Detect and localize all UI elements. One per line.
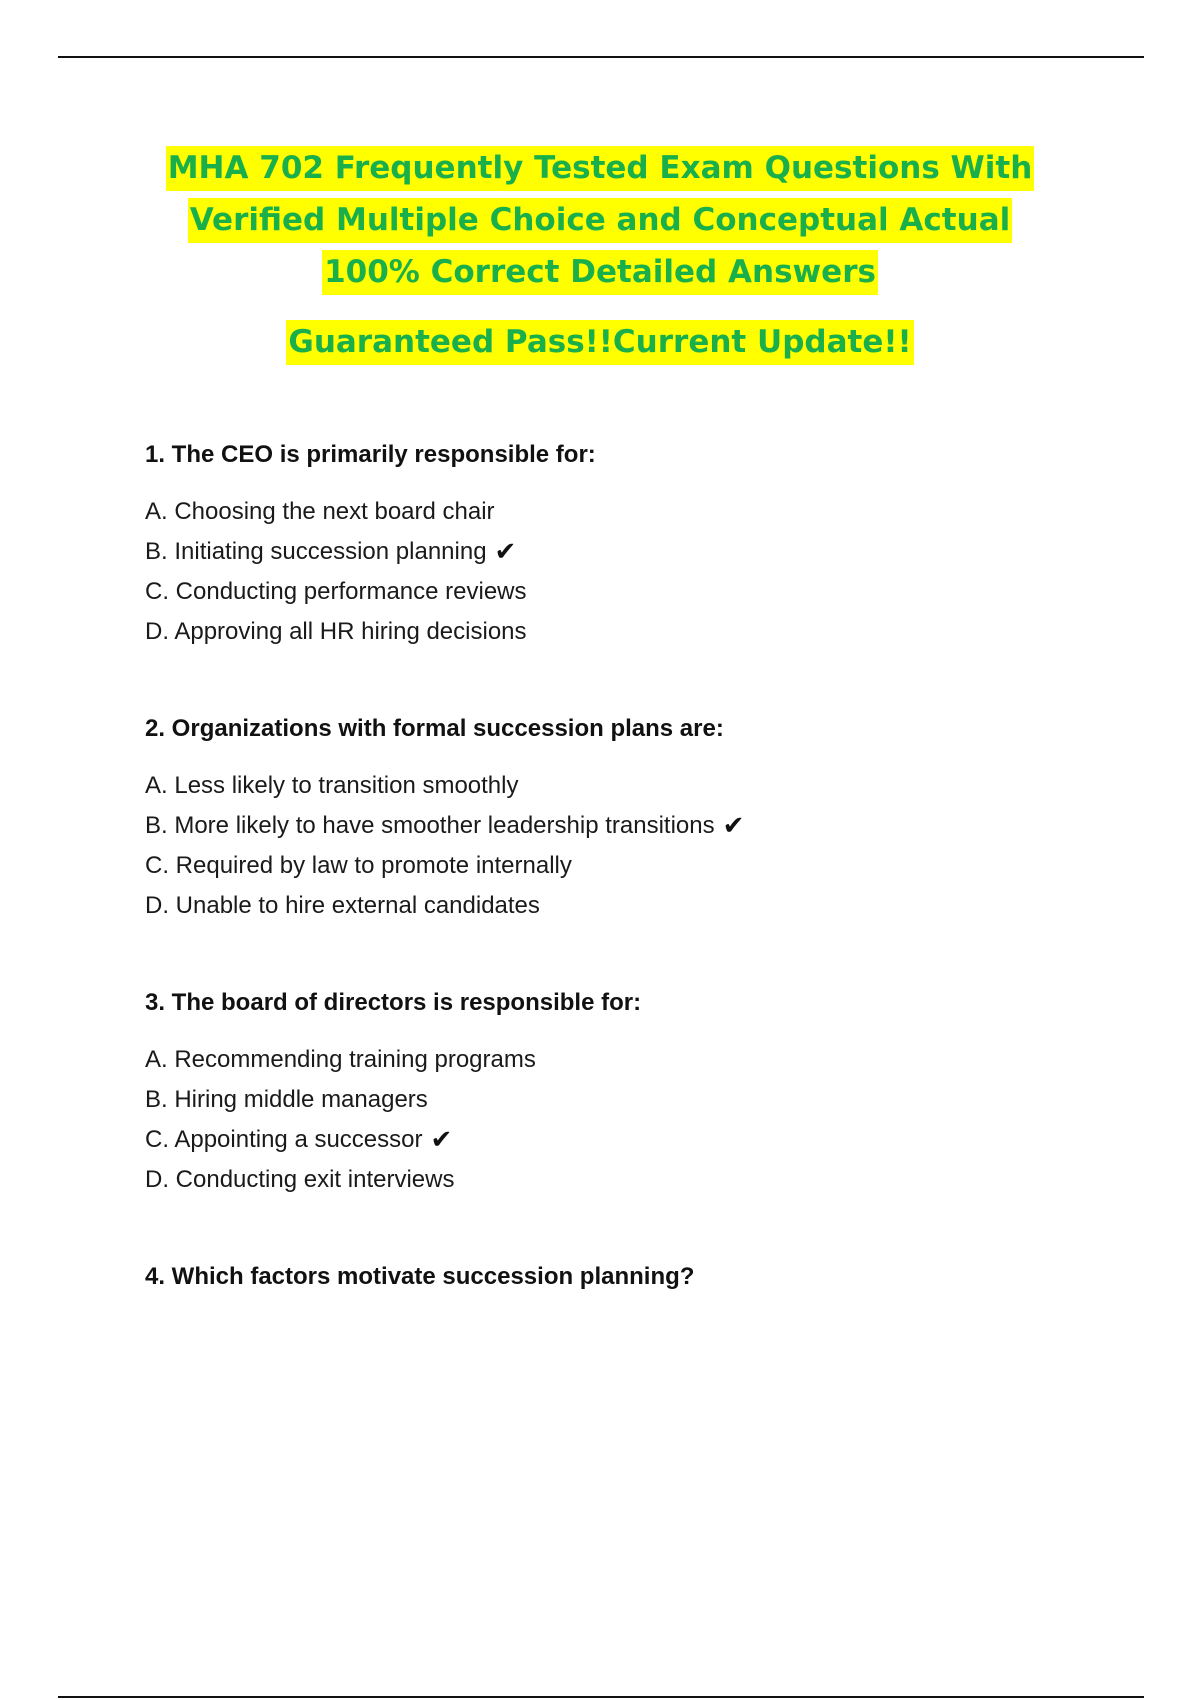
option-a — [145, 492, 1145, 532]
question-1 — [145, 440, 1145, 652]
option-label: B. More likely to have smoother leadership transitions — [145, 812, 715, 839]
option-b — [145, 806, 1145, 846]
option-b — [145, 532, 1145, 572]
question-text: 1. The CEO is primarily responsible for: — [145, 441, 596, 468]
option-b — [145, 1080, 1145, 1120]
option-d — [145, 886, 1145, 926]
option-label: D. Approving all HR hiring decisions — [145, 618, 527, 645]
option-d — [145, 612, 1145, 652]
option-label: A. Recommending training programs — [145, 1046, 536, 1073]
option-label: C. Conducting performance reviews — [145, 578, 527, 605]
option-label: A. Choosing the next board chair — [145, 498, 495, 525]
question-text: 2. Organizations with formal succession plans are: — [145, 715, 724, 742]
option-c — [145, 846, 1145, 886]
bottom-rule — [58, 1696, 1144, 1698]
option-label: B. Hiring middle managers — [145, 1086, 428, 1113]
title-line-1: MHA 702 Frequently Tested Exam Questions With — [166, 146, 1035, 191]
option-label: C. Required by law to promote internally — [145, 852, 572, 879]
question-4 — [145, 1262, 1145, 1292]
option-label: A. Less likely to transition smoothly — [145, 772, 519, 799]
checkmark-icon: ✔ — [722, 811, 745, 841]
option-label: D. Unable to hire external candidates — [145, 892, 540, 919]
question-3 — [145, 988, 1145, 1200]
question-list — [145, 440, 1145, 1354]
checkmark-icon: ✔ — [430, 1125, 453, 1155]
subtitle: Guaranteed Pass!!Current Update!! — [286, 320, 913, 365]
option-a — [145, 766, 1145, 806]
option-a — [145, 1040, 1145, 1080]
option-label: C. Appointing a successor — [145, 1126, 423, 1153]
option-c — [145, 572, 1145, 612]
checkmark-icon: ✔ — [494, 537, 517, 567]
question-text: 3. The board of directors is responsible for: — [145, 989, 642, 1016]
option-label: B. Initiating succession planning — [145, 538, 487, 565]
title-line-3: 100% Correct Detailed Answers — [322, 250, 878, 295]
title-line-2: Verified Multiple Choice and Conceptual Actual — [188, 198, 1013, 243]
option-d — [145, 1160, 1145, 1200]
top-rule — [58, 56, 1144, 58]
question-2 — [145, 714, 1145, 926]
document-title — [0, 146, 1200, 372]
question-text: 4. Which factors motivate succession planning? — [145, 1263, 695, 1290]
option-label: D. Conducting exit interviews — [145, 1166, 455, 1193]
option-c — [145, 1120, 1145, 1160]
